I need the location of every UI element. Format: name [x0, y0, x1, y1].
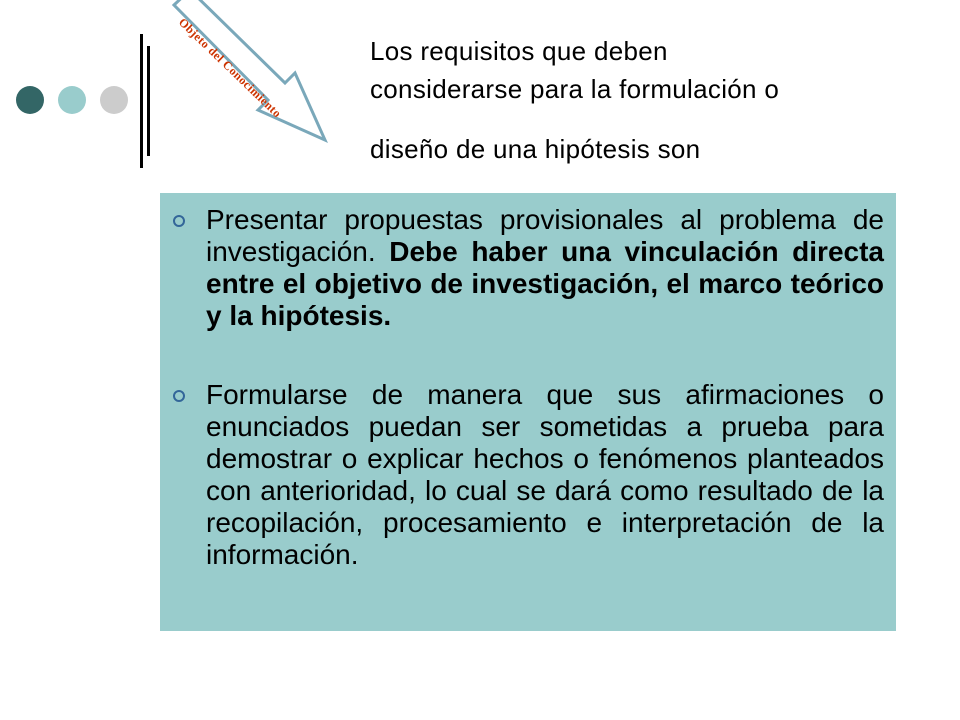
slide-title [370, 32, 910, 168]
decorative-dots [14, 82, 124, 118]
title-line: diseño de una hipótesis son [370, 134, 701, 164]
item-text-regular: Presentar propuestas provisionales al problema de investigación. [206, 204, 884, 267]
circle-bullet-icon [172, 389, 186, 403]
content-box [160, 193, 896, 631]
list-item-text [206, 379, 884, 571]
list-item-text [206, 204, 884, 332]
title-line: Los requisitos que deben [370, 36, 668, 66]
arrow-label: Objeto del Conocimiento [175, 15, 285, 121]
diagonal-arrow-icon [140, 0, 340, 150]
item-text-bold: Debe haber una vinculación directa entre el objetivo de investigación, el marco teórico y la hipótesis. [206, 236, 884, 331]
title-line: considerarse para la formulación o [370, 74, 780, 104]
dot-gray [100, 86, 128, 114]
item-text-regular: Formularse de manera que sus afirmaciones o enunciados puedan ser sometidas a prueba para demostrar o explicar hechos o fenómenos planteados con anterioridad, lo cual se dará como resultado de la recopilación, procesamiento e interpretación de la información. [206, 379, 884, 570]
dot-dark [16, 86, 44, 114]
dot-teal [58, 86, 86, 114]
circle-bullet-icon [172, 214, 186, 228]
